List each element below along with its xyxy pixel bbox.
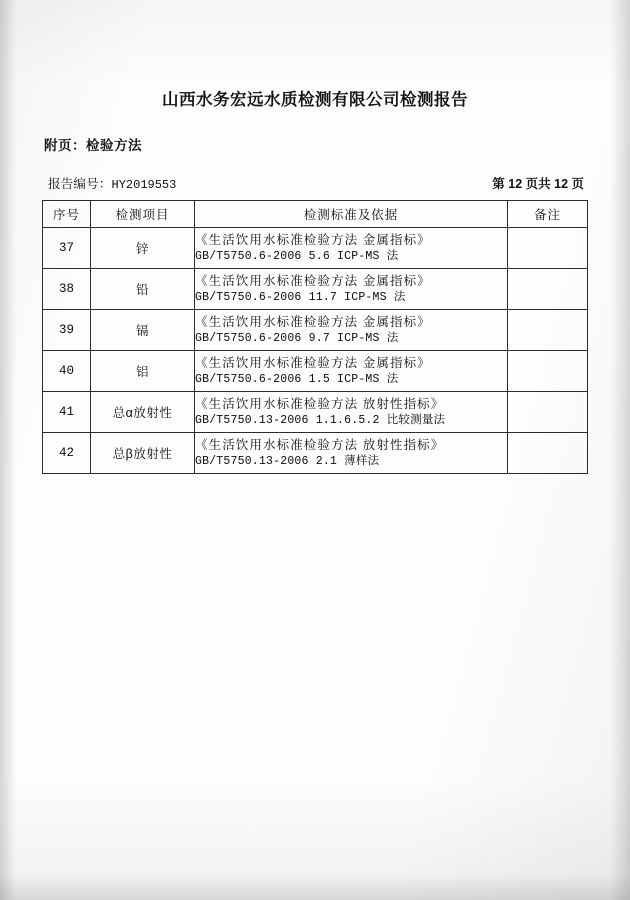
standard-code: GB/T5750.13-2006 1.1.6.5.2 比较测量法 (195, 413, 446, 427)
table-row (43, 351, 588, 392)
standard-name: 《生活饮用水标准检验方法 金属指标》 (195, 232, 431, 247)
column-header-item: 检测项目 (91, 201, 195, 228)
column-header-remark: 备注 (508, 201, 588, 228)
report-number-value: HY2019553 (111, 178, 177, 192)
cell-item: 镉 (91, 310, 195, 351)
cell-no: 42 (43, 433, 91, 474)
cell-no: 40 (43, 351, 91, 392)
standard-name: 《生活饮用水标准检验方法 金属指标》 (195, 314, 431, 329)
cell-remark (508, 433, 588, 474)
cell-standard (195, 228, 508, 269)
standard-name: 《生活饮用水标准检验方法 放射性指标》 (195, 437, 445, 452)
standard-code: GB/T5750.6-2006 1.5 ICP-MS 法 (195, 372, 399, 386)
standard-name: 《生活饮用水标准检验方法 放射性指标》 (195, 396, 445, 411)
column-header-no: 序号 (43, 201, 91, 228)
cell-no: 41 (43, 392, 91, 433)
cell-standard (195, 310, 508, 351)
cell-item: 铝 (91, 351, 195, 392)
report-number (48, 174, 176, 192)
report-meta (42, 174, 588, 192)
cell-item: 总α放射性 (91, 392, 195, 433)
cell-remark (508, 228, 588, 269)
standard-name: 《生活饮用水标准检验方法 金属指标》 (195, 273, 431, 288)
document-content (0, 86, 630, 474)
table-row (43, 228, 588, 269)
table-row (43, 392, 588, 433)
cell-standard (195, 392, 508, 433)
cell-item: 总β放射性 (91, 433, 195, 474)
cell-item: 锌 (91, 228, 195, 269)
standard-code: GB/T5750.6-2006 9.7 ICP-MS 法 (195, 331, 399, 345)
table-header-row (43, 201, 588, 228)
page-edge-shadow-bottom (0, 874, 630, 900)
test-methods-table (42, 200, 588, 474)
report-number-label: 报告编号： (48, 177, 112, 191)
page-title: 山西水务宏远水质检测有限公司检测报告 (162, 91, 468, 109)
standard-code: GB/T5750.6-2006 5.6 ICP-MS 法 (195, 249, 399, 263)
cell-standard (195, 269, 508, 310)
cell-no: 39 (43, 310, 91, 351)
table-row (43, 269, 588, 310)
cell-remark (508, 269, 588, 310)
cell-no: 38 (43, 269, 91, 310)
standard-code: GB/T5750.6-2006 11.7 ICP-MS 法 (195, 290, 406, 304)
cell-remark (508, 310, 588, 351)
standard-code: GB/T5750.13-2006 2.1 薄样法 (195, 454, 380, 468)
cell-standard (195, 351, 508, 392)
document-subtitle: 附页：检验方法 (44, 138, 142, 153)
standard-name: 《生活饮用水标准检验方法 金属指标》 (195, 355, 431, 370)
column-header-standard: 检测标准及依据 (195, 201, 508, 228)
cell-item: 铅 (91, 269, 195, 310)
cell-no: 37 (43, 228, 91, 269)
cell-remark (508, 351, 588, 392)
page-indicator: 第 12 页共 12 页 (492, 177, 584, 191)
cell-standard (195, 433, 508, 474)
table-row (43, 433, 588, 474)
table-row (43, 310, 588, 351)
cell-remark (508, 392, 588, 433)
